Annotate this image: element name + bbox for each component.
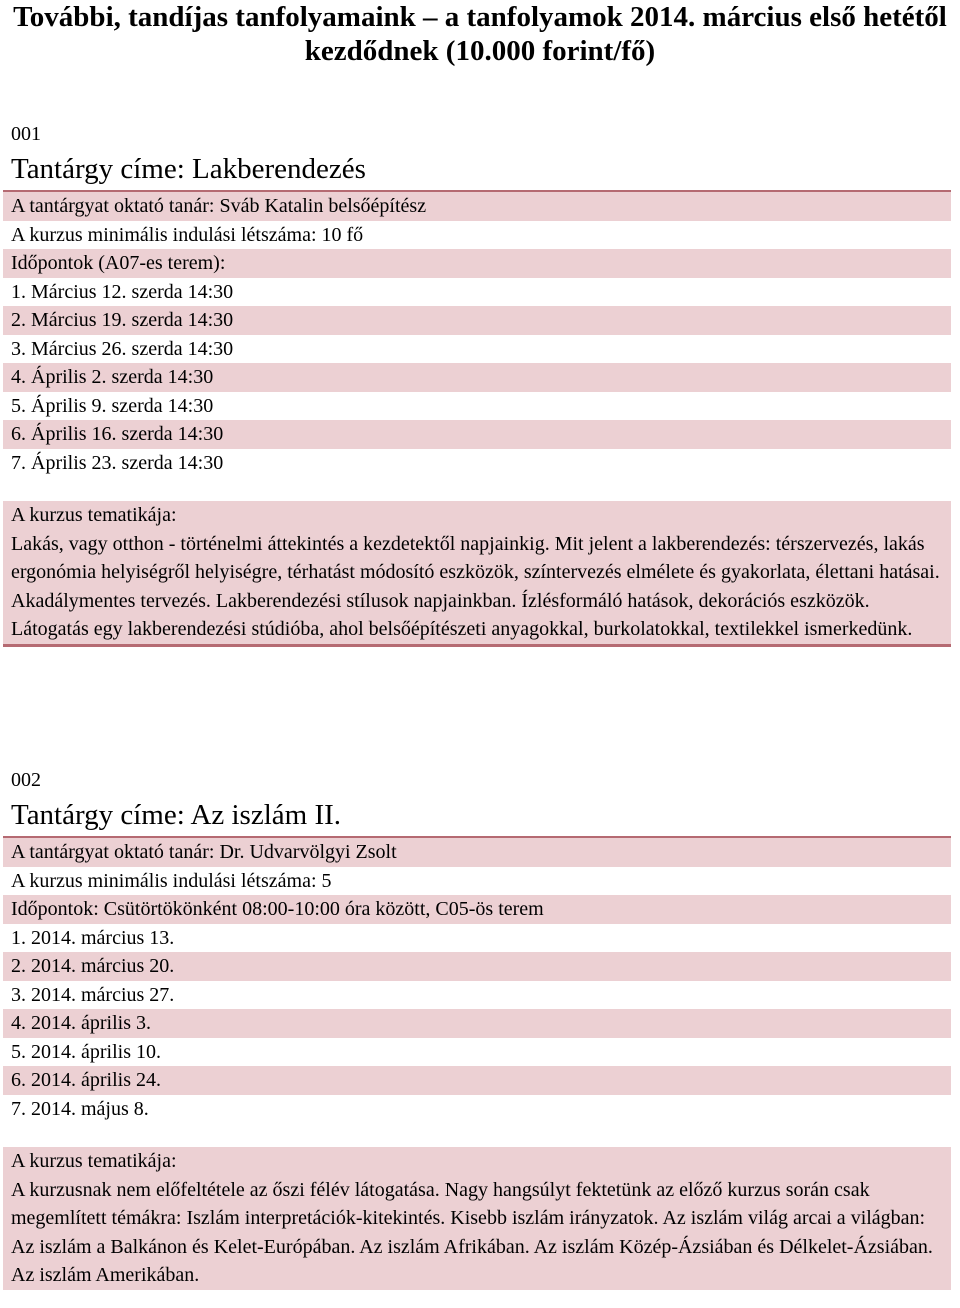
topics-label: A kurzus tematikája: xyxy=(11,504,177,526)
date-row: 1. 2014. március 13. xyxy=(3,924,951,953)
date-row: 5. 2014. április 10. xyxy=(3,1038,951,1067)
course-min-size: A kurzus minimális indulási létszáma: 5 xyxy=(3,867,951,896)
topics-description: Lakás, vagy otthon - történelmi áttekintés a kezdetektől napjainkig. Mit jelent a lakberendezés: térszervezés, lakás ergonómia helyiségről helyiségre, térhatást módosító eszközök, színtervezés elmélete és gyakorlata, élettani hatásai. Akadálymentes tervezés. Lakberendezési stílusok napjainkban. Ízlésformáló hatások, dekorációs eszközök. Látogatás egy lakberendezési stúdióba, ahol belsőépítészeti anyagokkal, burkolatokkal, textilekkel ismerkedünk. xyxy=(11,532,940,641)
schedule-label: Időpontok: Csütörtökönként 08:00-10:00 óra között, C05-ös terem xyxy=(3,895,951,924)
date-row: 6. Április 16. szerda 14:30 xyxy=(3,420,951,449)
course-teacher: A tantárgyat oktató tanár: Sváb Katalin belsőépítész xyxy=(3,192,951,221)
course-section-002 xyxy=(3,766,951,1290)
course-min-size: A kurzus minimális indulási létszáma: 10 fő xyxy=(3,221,951,250)
date-row: 5. Április 9. szerda 14:30 xyxy=(3,392,951,421)
course-code: 001 xyxy=(11,123,41,145)
date-row: 1. Március 12. szerda 14:30 xyxy=(3,278,951,307)
spacer xyxy=(3,477,951,501)
course-code: 002 xyxy=(11,769,41,791)
date-row: 2. 2014. március 20. xyxy=(3,952,951,981)
course-teacher: A tantárgyat oktató tanár: Dr. Udvarvölgyi Zsolt xyxy=(3,838,951,867)
course-topics xyxy=(3,1147,951,1290)
schedule-label: Időpontok (A07-es terem): xyxy=(3,249,951,278)
spacer xyxy=(3,1123,951,1147)
date-row: 7. Április 23. szerda 14:30 xyxy=(3,449,951,478)
topics-label: A kurzus tematikája: xyxy=(11,1150,177,1172)
page-title: További, tandíjas tanfolyamaink – a tanfolyamok 2014. március első hetétől kezdődnek (10.000 forint/fő) xyxy=(13,1,947,67)
date-row: 3. Március 26. szerda 14:30 xyxy=(3,335,951,364)
date-row: 4. 2014. április 3. xyxy=(3,1009,951,1038)
date-row: 2. Március 19. szerda 14:30 xyxy=(3,306,951,335)
date-row: 6. 2014. április 24. xyxy=(3,1066,951,1095)
course-section-001 xyxy=(3,120,951,647)
course-topics xyxy=(3,501,951,647)
course-title: Tantárgy címe: Lakberendezés xyxy=(3,148,951,192)
course-title: Tantárgy címe: Az iszlám II. xyxy=(3,794,951,838)
date-row: 3. 2014. március 27. xyxy=(3,981,951,1010)
topics-description: A kurzusnak nem előfeltétele az őszi félév látogatása. Nagy hangsúlyt fektetünk az előző kurzus során csak megemlített témákra: Iszlám interpretációk-kitekintés. Kisebb iszlám irányzatok. Az iszlám világ arcai a világban: Az iszlám a Balkánon és Kelet-Európában. Az iszlám Afrikában. Az iszlám Közép-Ázsiában és Délkelet-Ázsiában. Az iszlám Amerikában. xyxy=(11,1178,933,1287)
date-row: 7. 2014. május 8. xyxy=(3,1095,951,1124)
date-row: 4. Április 2. szerda 14:30 xyxy=(3,363,951,392)
